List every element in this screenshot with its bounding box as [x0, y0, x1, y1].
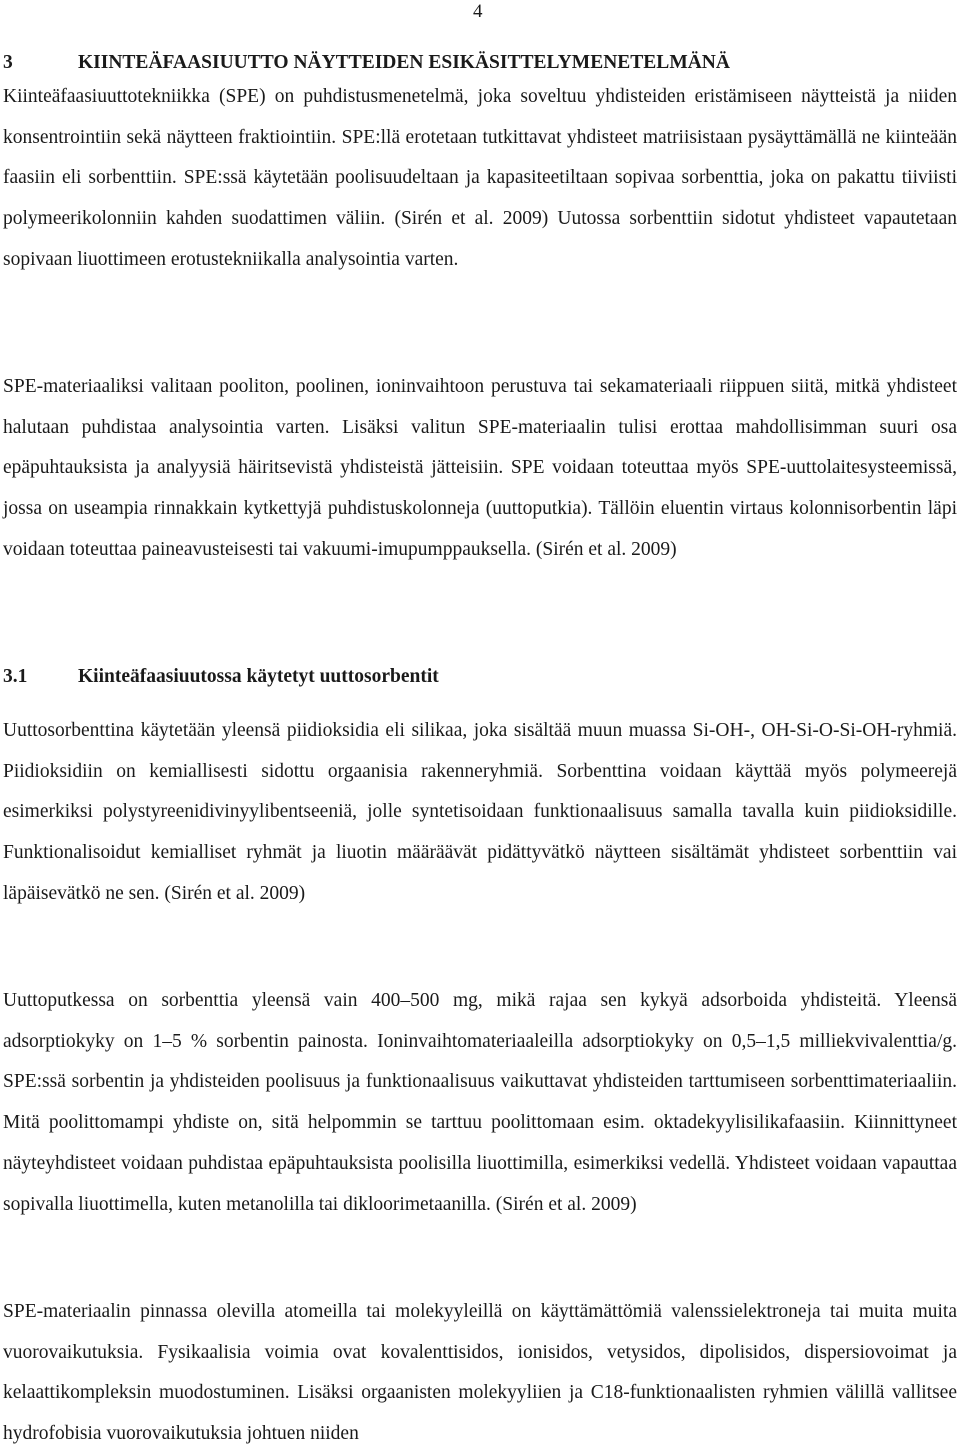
- subsection-paragraph-1: Uuttosorbenttina käytetään yleensä piidioksidia eli silikaa, joka sisältää muun muassa Si-OH-, OH-Si-O-Si-OH-ryhmiä. Piidioksidiin on kemiallisesti sidottu orgaanisia rakenneryhmiä. Sorbenttina voidaan käyttää myös polymeerejä esimerkiksi polystyreenidivinyylibentseeniä, jolle syntetisoidaan funktionaalisuus samalla tavalla kuin piidioksidille. Funktionalisoidut kemialliset ryhmät ja liuotin määräävät pidättyvätkö näytteen sisältämät yhdisteet sorbenttiin vai läpäisevätkö ne sen. (Sirén et al. 2009): [3, 720, 957, 904]
- subsection-paragraph-3: SPE-materiaalin pinnassa olevilla atomeilla tai molekyyleillä on käyttämättömiä valenssielektroneja tai muita muita vuorovaikutuksia. Fysikaalisia voimia ovat kovalenttisidos, ionisidos, vetysidos, dipolisidos, dispersiovoimat ja kelaattikompleksin muodostuminen. Lisäksi orgaanisten molekyyliien ja C18-funktionaalisten ryhmien välillä vallitsee hydrofobisia vuorovaikutuksia johtuen niiden: [3, 1301, 957, 1445]
- subsection-paragraph-2: Uuttoputkessa on sorbenttia yleensä vain 400–500 mg, mikä rajaa sen kykyä adsorboida yhdisteitä. Yleensä adsorptiokyky on 1–5 % sorbentin painosta. Ioninvaihtomateriaaleilla adsorptiokyky on 0,5–1,5 milliekvivalenttia/g. SPE:ssä sorbentin ja yhdisteiden poolisuus ja funktionaalisuus vaikuttavat yhdisteiden tarttumiseen sorbenttimateriaaliin. Mitä poolittomampi yhdiste on, sitä helpommin se tarttuu poolittomaan esim. oktadekyylisilikafaasiin. Kiinnittyneet näyteyhdisteet voidaan puhdistaa epäpuhtauksista poolisilla liuottimilla, esimerkiksi vedellä. Yhdisteet voidaan vapauttaa sopivalla liuottimella, kuten metanolilla tai dikloorimetaanilla. (Sirén et al. 2009): [3, 990, 957, 1215]
- section-title: KIINTEÄFAASIUUTTO NÄYTTEIDEN ESIKÄSITTELYMENETELMÄNÄ: [78, 52, 730, 73]
- section-number: 3: [3, 52, 13, 73]
- section-paragraph-1: Kiinteäfaasiuuttotekniikka (SPE) on puhdistusmenetelmä, joka soveltuu yhdisteiden eristämiseen näytteistä ja niiden konsentrointiin sekä näytteen fraktiointiin. SPE:llä erotetaan tutkittavat yhdisteet matriisistaan pysäyttämällä ne kiinteään faasiin eli sorbenttiin. SPE:ssä käytetään poolisuudeltaan ja kapasiteetiltaan sopivaa sorbenttia, joka on pakattu tiiviisti polymeerikolonniin kahden suodattimen väliin. (Sirén et al. 2009) Uutossa sorbenttiin sidotut yhdisteet vapautetaan sopivaan liuottimeen erotustekniikalla analysointia varten.: [3, 86, 957, 270]
- section-paragraph-2: SPE-materiaaliksi valitaan pooliton, poolinen, ioninvaihtoon perustuva tai sekamateriaali riippuen siitä, mitkä yhdisteet halutaan puhdistaa analysointia varten. Lisäksi valitun SPE-materiaalin tulisi erottaa mahdollisimman suuri osa epäpuhtauksista ja analyysiä häiritsevistä yhdisteistä jätteisiin. SPE voidaan toteuttaa myös SPE-uuttolaitesysteemissä, jossa on useampia rinnakkain kytkettyjä puhdistuskolonneja (uuttoputkia). Tällöin eluentin virtaus kolonnisorbentin läpi voidaan toteuttaa paineavusteisesti tai vakuumi-imupumppauksella. (Sirén et al. 2009): [3, 376, 957, 560]
- page-number: 4: [473, 1, 483, 22]
- subsection-number: 3.1: [3, 666, 28, 687]
- subsection-title: Kiinteäfaasiuutossa käytetyt uuttosorbentit: [78, 666, 439, 687]
